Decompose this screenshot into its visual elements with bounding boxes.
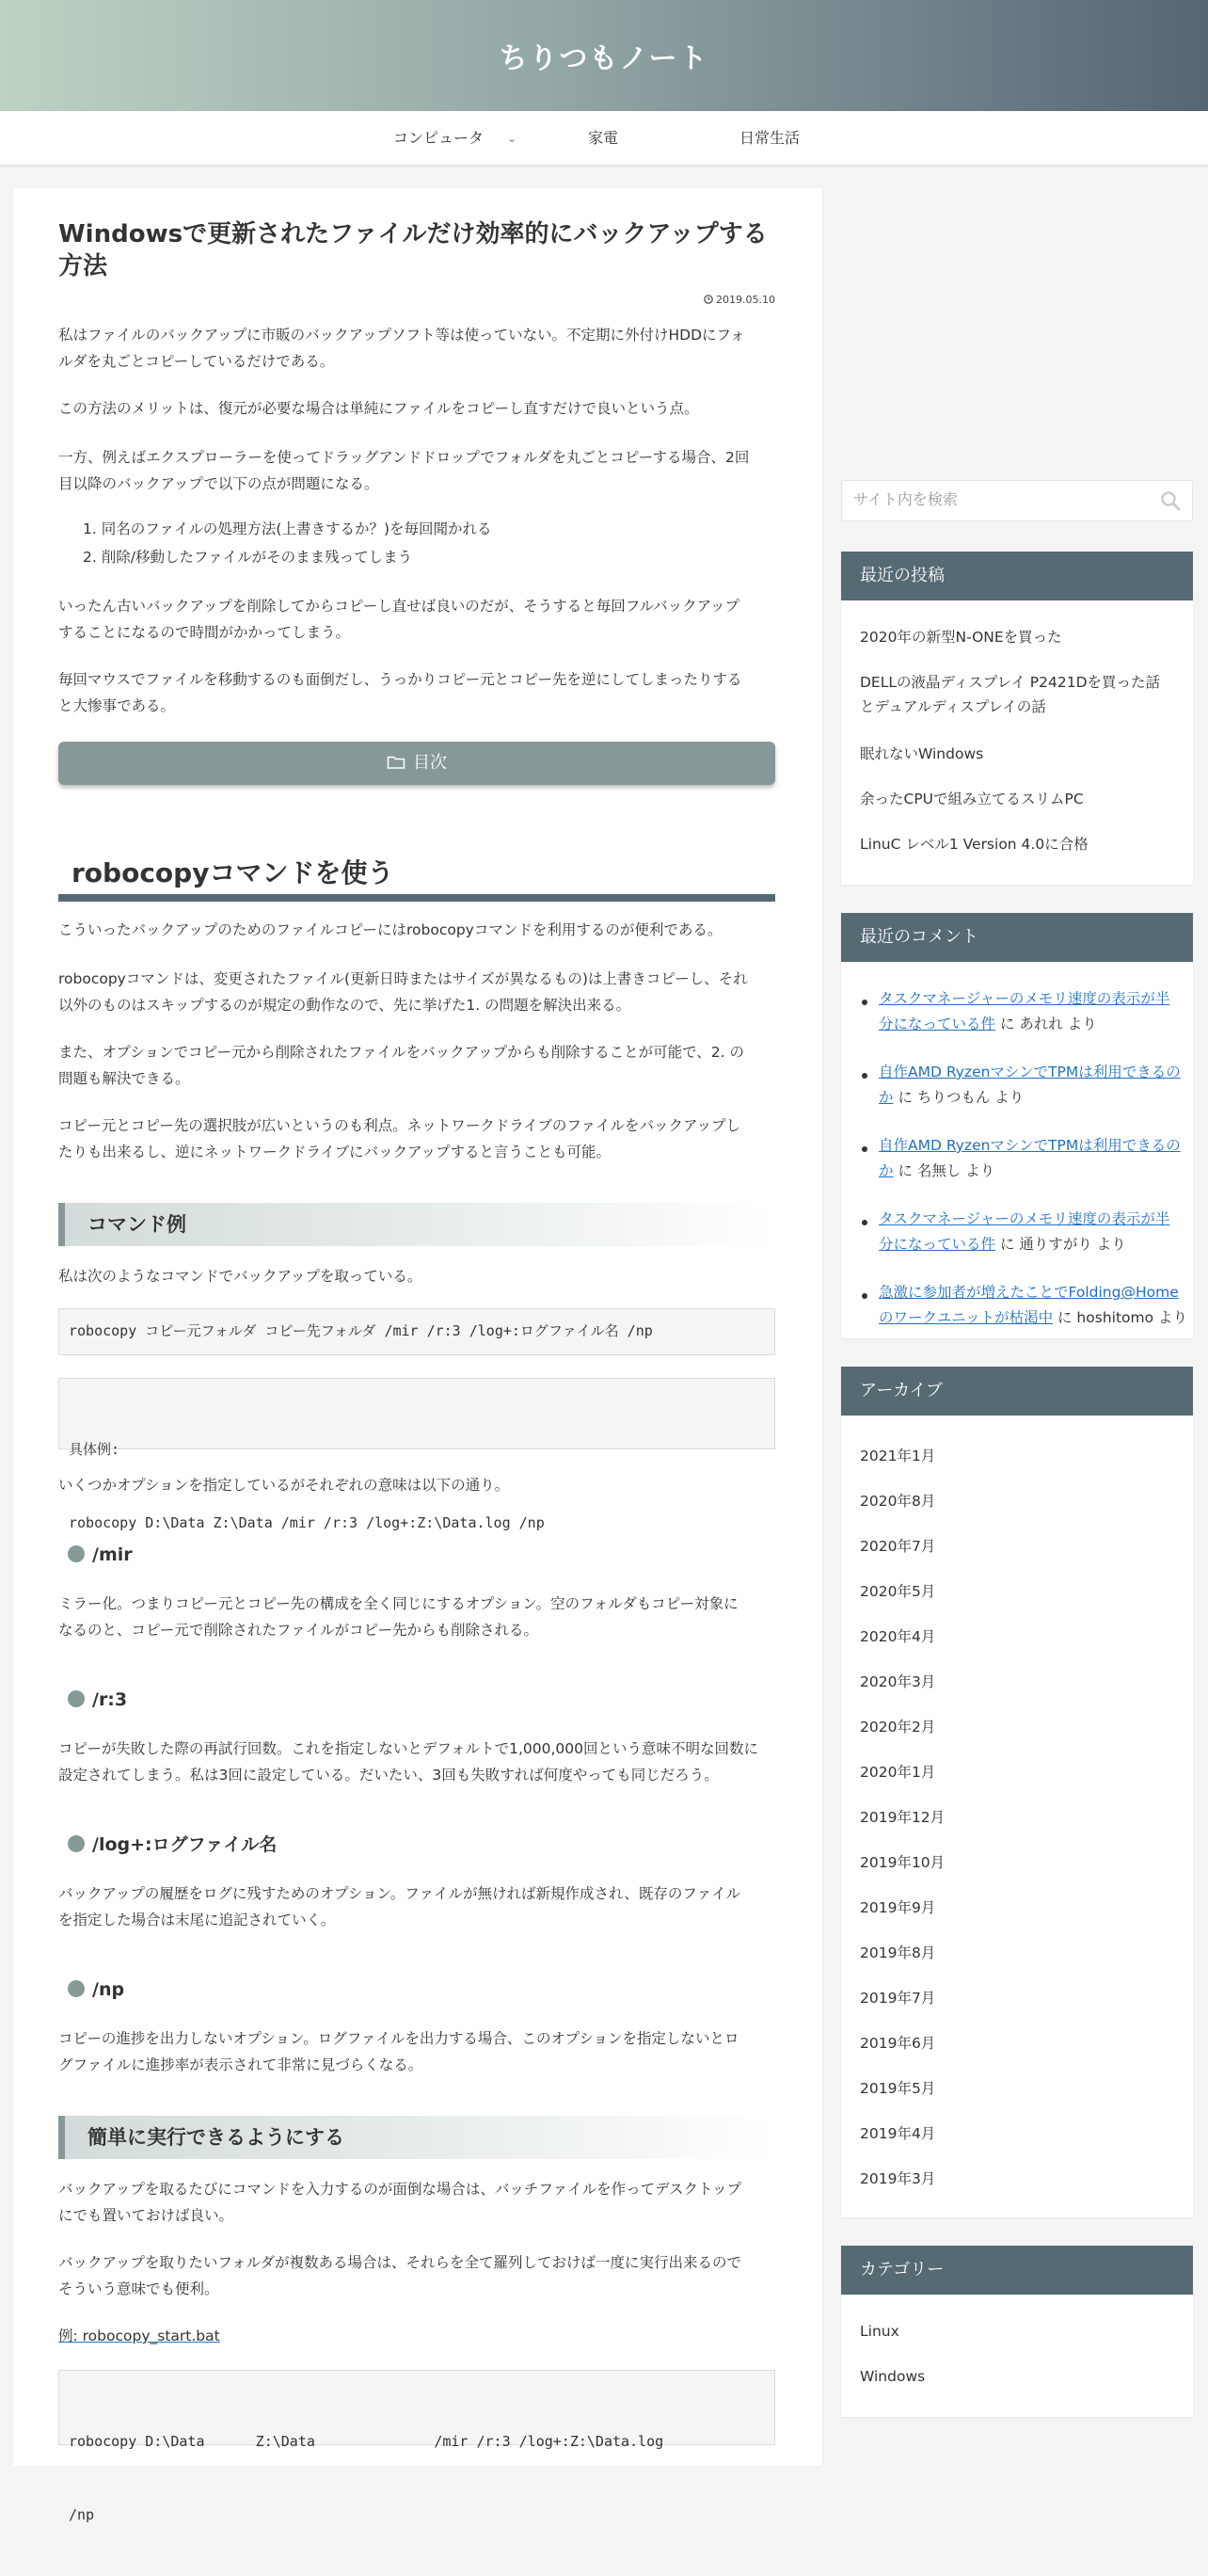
text-line: 毎回マウスでファイルを移動するのも面倒だし、うっかりコピー元とコピー先を逆にしてしまったりする (58, 671, 742, 688)
recent-post-link[interactable]: 2020年の新型N-ONEを買った (860, 629, 1062, 646)
paragraph (58, 1591, 775, 1643)
option-heading-text: /log+:ログファイル名 (92, 1834, 278, 1855)
nav-item-appliances[interactable]: 家電 (588, 129, 619, 147)
paragraph (58, 322, 775, 375)
archive-link[interactable]: 2020年5月 (860, 1583, 936, 1600)
bullet-dot-icon (862, 1293, 867, 1299)
recent-post-link[interactable]: LinuC レベル1 Version 4.0に合格 (860, 836, 1089, 853)
section-heading: robocopyコマンドを使う (58, 847, 775, 902)
comment-author: に hoshitomo より (1053, 1309, 1188, 1326)
paragraph (58, 444, 775, 497)
code-line: 具体例: (69, 1441, 120, 1458)
recent-comment (879, 1060, 1189, 1111)
text-line: バックアップを取るたびにコマンドを入力するのが面倒な場合は、バッチファイルを作ってデスクトップ (58, 2181, 742, 2198)
paragraph (58, 2176, 775, 2229)
archive-link[interactable]: 2020年2月 (860, 1719, 936, 1736)
comment-author: に ちりつもん より (893, 1089, 1025, 1106)
text-line: コピーが失敗した際の再試行回数。これを指定しないとデフォルトで1,000,000回という意味不明な回数に (58, 1740, 758, 1757)
recent-comment (879, 1280, 1189, 1331)
search-input[interactable] (842, 481, 1152, 520)
post-date-text: 2019.05.10 (716, 294, 775, 306)
paragraph (58, 966, 775, 1018)
bullet-dot-icon (68, 1545, 85, 1562)
paragraph: この方法のメリットは、復元が必要な場合は単純にファイルをコピーし直すだけで良いという点。 (58, 400, 699, 417)
archive-link[interactable]: 2019年12月 (860, 1809, 946, 1826)
archive-link[interactable]: 2019年4月 (860, 2125, 936, 2142)
code-line: /np (69, 2506, 95, 2523)
text-line: DELLの液晶ディスプレイ P2421Dを買った話 (860, 674, 1161, 691)
recent-comments-widget (841, 913, 1193, 1338)
example-file-link[interactable]: 例: robocopy_start.bat (58, 2328, 220, 2344)
recent-post-link[interactable] (860, 670, 1180, 719)
text-line: 以外のものはスキップするのが規定の動作なので、先に挙げた1. の問題を解決出来る。 (58, 997, 631, 1014)
article-title-line1: Windowsで更新されたファイルだけ効率的にバックアップする (58, 220, 768, 248)
nav-item-computer[interactable]: コンピュータ (393, 129, 485, 147)
chevron-down-icon[interactable]: ⌄ (507, 132, 517, 145)
recent-comment (879, 1133, 1189, 1184)
text-line: グファイルに進捗率が表示されて非常に見づらくなる。 (58, 2056, 423, 2073)
bullet-dot-icon (862, 1220, 867, 1225)
text-line: ルダを丸ごとコピーしているだけである。 (58, 353, 335, 370)
list-item: 1. 同名のファイルの処理方法(上書きするか？)を毎回聞かれる (83, 520, 492, 537)
option-heading (68, 1686, 127, 1714)
archive-link[interactable]: 2019年3月 (860, 2170, 936, 2187)
comment-post-link[interactable]: 自作AMD RyzenマシンでTPMは利用できるの (879, 1064, 1181, 1080)
bullet-dot-icon (68, 1835, 85, 1852)
text-line: たりも出来るし、逆にネットワークドライブにバックアップすると言うことも可能。 (58, 1144, 611, 1160)
text-line: 私はファイルのバックアップに市販のバックアップソフト等は使っていない。不定期に外付けHDDにフォ (58, 327, 745, 344)
comment-post-link[interactable]: 自作AMD RyzenマシンでTPMは利用できるの (879, 1137, 1181, 1154)
code-line: robocopy D:\Data Z:\Data /mir /r:3 /log+:Z:\Data.log (69, 2433, 664, 2450)
code-block: robocopy コピー元フォルダ コピー先フォルダ /mir /r:3 /log+:ログファイル名 /np (58, 1308, 775, 1355)
article-main (13, 188, 822, 2523)
recent-post-link[interactable]: 眠れないWindows (860, 745, 984, 762)
article-title (58, 218, 783, 282)
article-title-line2: 方法 (58, 252, 108, 280)
comment-author: に 名無し より (893, 1162, 995, 1179)
widget-title: カテゴリー (841, 2246, 1193, 2295)
comment-post-link[interactable]: 分になっている件 (879, 1016, 996, 1032)
archive-link[interactable]: 2019年6月 (860, 2035, 936, 2052)
archive-link[interactable]: 2021年1月 (860, 1448, 936, 1464)
text-line: そういう意味でも便利。 (58, 2280, 219, 2297)
comment-post-link[interactable]: のワークユニットが枯渇中 (879, 1309, 1054, 1326)
widget-title: 最近の投稿 (841, 552, 1193, 600)
widget-title: アーカイブ (841, 1367, 1193, 1416)
bullet-dot-icon (68, 1980, 85, 1997)
text-line: 一方、例えばエクスプローラーを使ってドラッグアンドドロップでフォルダを丸ごとコピーする場合、2回 (58, 449, 750, 466)
bullet-dot-icon (862, 1000, 867, 1005)
bullet-dot-icon (862, 1146, 867, 1152)
option-heading-text: /mir (92, 1544, 133, 1565)
subsection-heading: 簡単に実行できるようにする (58, 2116, 775, 2159)
search-icon[interactable] (1160, 490, 1181, 511)
text-line: 設定されてしまう。私は3回に設定している。だいたい、3回も失敗すれば何度やっても同じだろう。 (58, 1767, 719, 1784)
paragraph (58, 2025, 775, 2078)
option-heading (68, 1541, 133, 1569)
archive-widget (841, 1367, 1193, 2217)
option-heading (68, 1831, 277, 1859)
text-line: を指定した場合は末尾に追記されていく。 (58, 1912, 336, 1928)
bullet-dot-icon (68, 1690, 85, 1707)
archive-link[interactable]: 2019年9月 (860, 1899, 936, 1916)
toc-label: 目次 (413, 753, 447, 773)
text-line: することになるので時間がかかってしまう。 (58, 624, 351, 641)
widget-title: 最近のコメント (841, 913, 1193, 962)
recent-post-link[interactable]: 余ったCPUで組み立てるスリムPC (860, 791, 1084, 808)
global-nav (0, 111, 1208, 166)
archive-link[interactable]: 2020年3月 (860, 1673, 936, 1690)
comment-author: に あれれ より (995, 1016, 1097, 1032)
paragraph (58, 666, 775, 719)
comment-post-link[interactable]: タスクマネージャーのメモリ速度の表示が半 (879, 990, 1170, 1007)
paragraph (58, 2249, 775, 2302)
subsection-heading: コマンド例 (58, 1203, 775, 1246)
list-item: 2. 削除/移動したファイルがそのまま残ってしまう (83, 549, 413, 566)
paragraph (58, 593, 775, 646)
text-line: コピー元とコピー先の選択肢が広いというのも利点。ネットワークドライブのファイルをバックアップし (58, 1117, 740, 1134)
nav-item-daily-life[interactable]: 日常生活 (739, 129, 801, 147)
site-title[interactable]: ちりつもノート (499, 42, 709, 75)
search-box (841, 480, 1193, 521)
paragraph (58, 1880, 775, 1933)
bullet-dot-icon (862, 1073, 867, 1079)
option-heading-text: /np (92, 1979, 125, 2000)
category-widget (841, 2246, 1193, 2417)
archive-link[interactable]: 2020年7月 (860, 1538, 936, 1555)
comment-post-link[interactable]: タスクマネージャーのメモリ速度の表示が半 (879, 1210, 1170, 1227)
paragraph: こういったバックアップのためのファイルコピーにはrobocopyコマンドを利用するのが便利である。 (58, 921, 723, 938)
comment-post-link[interactable]: 分になっている件 (879, 1236, 996, 1253)
archive-link[interactable]: 2020年1月 (860, 1764, 936, 1781)
category-link[interactable]: Windows (860, 2368, 926, 2385)
paragraph (58, 1736, 775, 1788)
archive-link[interactable]: 2019年5月 (860, 2080, 936, 2097)
text-line: とデュアルディスプレイの話 (860, 698, 1046, 715)
comment-author: に 通りすがり より (995, 1236, 1126, 1253)
recent-comment (879, 986, 1189, 1037)
comment-post-link[interactable]: か (879, 1089, 894, 1106)
folder-icon (387, 755, 405, 770)
text-line: なるのと、コピー元で削除されたファイルがコピー先からも削除される。 (58, 1622, 538, 1639)
text-line: コピーの進捗を出力しないオプション。ログファイルを出力する場合、このオプションを指定しないとロ (58, 2030, 739, 2047)
toc-toggle-button[interactable] (58, 742, 775, 785)
archive-link[interactable]: 2019年7月 (860, 1990, 936, 2007)
text-line: また、オプションでコピー元から削除されたファイルをバックアップからも削除することが可能で、2. の (58, 1044, 744, 1061)
recent-posts-widget (841, 552, 1193, 885)
archive-link[interactable]: 2020年4月 (860, 1628, 936, 1645)
option-heading-text: /r:3 (92, 1689, 128, 1710)
paragraph: 私は次のようなコマンドでバックアップを取っている。 (58, 1268, 422, 1285)
code-block (58, 2370, 775, 2523)
text-line: と大惨事である。 (58, 697, 176, 714)
paragraph (58, 1039, 775, 1092)
category-link[interactable]: Linux (860, 2323, 899, 2340)
text-line: にでも置いておけば良い。 (58, 2207, 234, 2224)
code-line: robocopy D:\Data Z:\Data /mir /r:3 /log+:Z:\Data.log /np (69, 1514, 545, 1531)
comment-post-link[interactable]: 急激に参加者が増えたことでFolding@Home (879, 1284, 1179, 1301)
text-line: いったん古いバックアップを削除してからコピーし直せば良いのだが、そうすると毎回フルバックアップ (58, 598, 740, 615)
text-line: ミラー化。つまりコピー元とコピー先の構成を全く同じにするオプション。空のフォルダもコピー対象に (58, 1595, 739, 1612)
text-line: robocopyコマンドは、変更されたファイル(更新日時またはサイズが異なるもの)は上書きコピーし、それ (58, 970, 748, 987)
ad-space (841, 188, 1193, 461)
text-line: バックアップを取りたいフォルダが複数ある場合は、それらを全て羅列しておけば一度に実行出来るので (58, 2254, 742, 2271)
site-header (0, 0, 1208, 111)
clock-icon (704, 295, 713, 304)
text-line: バックアップの履歴をログに残すためのオプション。ファイルが無ければ新規作成され、既存のファイル (58, 1885, 741, 1902)
paragraph (58, 1112, 775, 1165)
post-date (704, 294, 775, 306)
comment-post-link[interactable]: か (879, 1162, 894, 1179)
option-heading (68, 1976, 124, 2004)
text-line: 問題も解決できる。 (58, 1070, 190, 1087)
archive-link[interactable]: 2019年10月 (860, 1854, 946, 1871)
archive-link[interactable]: 2019年8月 (860, 1944, 936, 1961)
archive-link[interactable]: 2020年8月 (860, 1493, 936, 1510)
paragraph: いくつかオプションを指定しているがそれぞれの意味は以下の通り。 (58, 1477, 510, 1494)
text-line: 目以降のバックアップで以下の点が問題になる。 (58, 475, 379, 492)
recent-comment (879, 1207, 1189, 1257)
